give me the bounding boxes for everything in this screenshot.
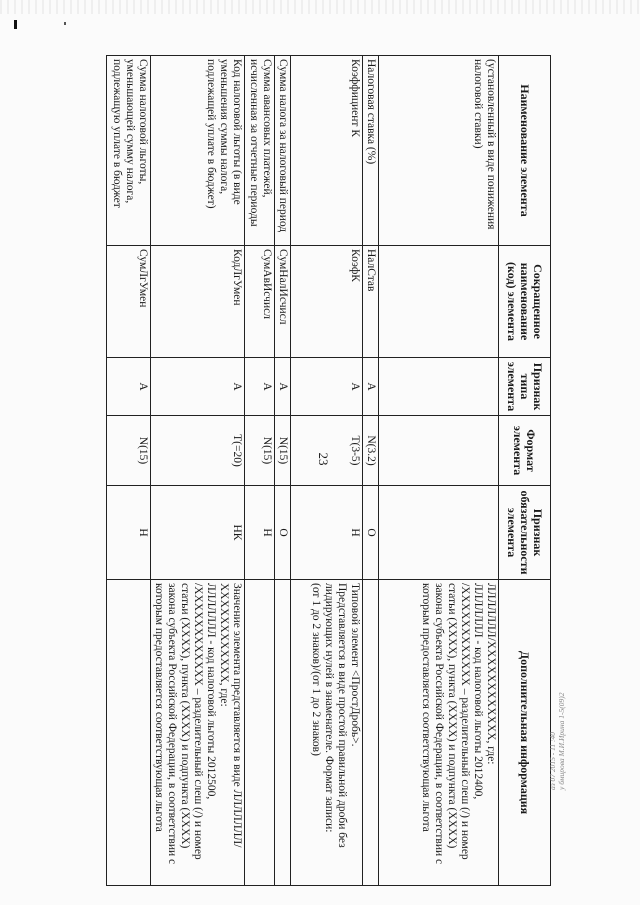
- cell-type: А: [245, 358, 275, 416]
- cell-type: [379, 358, 499, 416]
- cell-name: Код налоговой льготы (в виде уменьшения суммы налога, подлежащей уплате в бюджет): [151, 56, 245, 246]
- cell-name: Сумма налоговой льготы, уменьшающей сумму налога, подлежащую уплате в бюджет: [107, 56, 151, 246]
- cell-format: N(15): [245, 416, 275, 486]
- table-row: [363, 56, 379, 886]
- cell-type: А: [291, 358, 363, 416]
- page-number: 23: [316, 452, 331, 466]
- header-required: Признак обязательности элемента: [499, 486, 551, 580]
- elements-table: [106, 55, 551, 886]
- cell-format: T(=20): [151, 416, 245, 486]
- header-type: Признак типа элемента: [499, 358, 551, 416]
- binding-mark-small: [64, 22, 66, 25]
- cell-format: N(15): [107, 416, 151, 486]
- cell-required: НК: [151, 486, 245, 580]
- table-row: [107, 56, 151, 886]
- cell-format: T(3-5): [291, 416, 363, 486]
- cell-name: Налоговая ставка (%): [363, 56, 379, 246]
- cell-required: О: [363, 486, 379, 580]
- header-format: Формат элемента: [499, 416, 551, 486]
- cell-format: N(15): [275, 416, 291, 486]
- rotated-table-container: [111, 55, 551, 885]
- cell-code: СумНалИсчисл: [275, 246, 291, 358]
- table-row: [275, 56, 291, 886]
- binding-mark: [14, 20, 17, 29]
- cell-type: А: [151, 358, 245, 416]
- table-row: [151, 56, 245, 886]
- header-code: Сокращенное наименование (код) элемента: [499, 246, 551, 358]
- cell-format: [379, 416, 499, 486]
- cell-info: [275, 580, 291, 886]
- cell-type: А: [275, 358, 291, 416]
- cell-info: [363, 580, 379, 886]
- header-info: Дополнительная информация: [499, 580, 551, 886]
- scan-edge-noise: [0, 0, 640, 14]
- cell-required: Н: [291, 486, 363, 580]
- scan-stamp: аз 07 2015 - 11 :40 у бмирова М.И.Ирина 1-5(09)2: [548, 692, 566, 790]
- cell-name: Коэффициент К: [291, 56, 363, 246]
- header-name: Наименование элемента: [499, 56, 551, 246]
- table-row: [379, 56, 499, 886]
- table-row: [291, 56, 363, 886]
- cell-info: [107, 580, 151, 886]
- cell-required: О: [275, 486, 291, 580]
- cell-type: А: [363, 358, 379, 416]
- cell-name: Сумма авансовых платежей, исчисленная за отчетные периоды: [245, 56, 275, 246]
- cell-code: КодЛгУмен: [151, 246, 245, 358]
- cell-name: Сумма налога за налоговый период: [275, 56, 291, 246]
- cell-required: Н: [107, 486, 151, 580]
- cell-type: А: [107, 358, 151, 416]
- cell-required: [379, 486, 499, 580]
- cell-format: N(3.2): [363, 416, 379, 486]
- cell-info: [245, 580, 275, 886]
- table-row: [245, 56, 275, 886]
- cell-required: Н: [245, 486, 275, 580]
- cell-info: Значение элемента представляется в виде ЛЛЛЛЛЛЛ/ХХХХХХХХХХХХ, где: ЛЛЛЛЛЛЛ - код налоговой льготы 2012500, /ХХХХХХХХХХХХ – разделительный слеш (/) и номер статьи (ХХХХ), пункта (ХХХХ) и подпункта (ХХХХ) закона субъекта Российской Федерации, в соответствии с которым предоставляется соответствующая льгота: [151, 580, 245, 886]
- cell-code: [379, 246, 499, 358]
- cell-info: ЛЛЛЛЛЛЛ/ХХХХХХХХХХХХ, где: ЛЛЛЛЛЛЛ - код налоговой льготы 2012400, /ХХХХХХХХХХХХ – разделительный слеш (/) и номер статьи (ХХХХ), пункта (ХХХХ) и подпункта (ХХХХ) закона субъекта Российской Федерации, в соответствии с которым предоставляется соответствующая льгота: [379, 580, 499, 886]
- cell-code: КоэфК: [291, 246, 363, 358]
- cell-info: Типовой элемент <ПростДробь>. Представляется в виде простой правильной дроби без лидирующих нулей в знаменателе. Формат записи: (от 1 до 2 знаков)/(от 1 до 2 знаков): [291, 580, 363, 886]
- cell-code: НалСтав: [363, 246, 379, 358]
- cell-code: СумЛгУмен: [107, 246, 151, 358]
- cell-name: (установленный в виде понижения налоговой ставки): [379, 56, 499, 246]
- cell-code: СумАвИсчисл: [245, 246, 275, 358]
